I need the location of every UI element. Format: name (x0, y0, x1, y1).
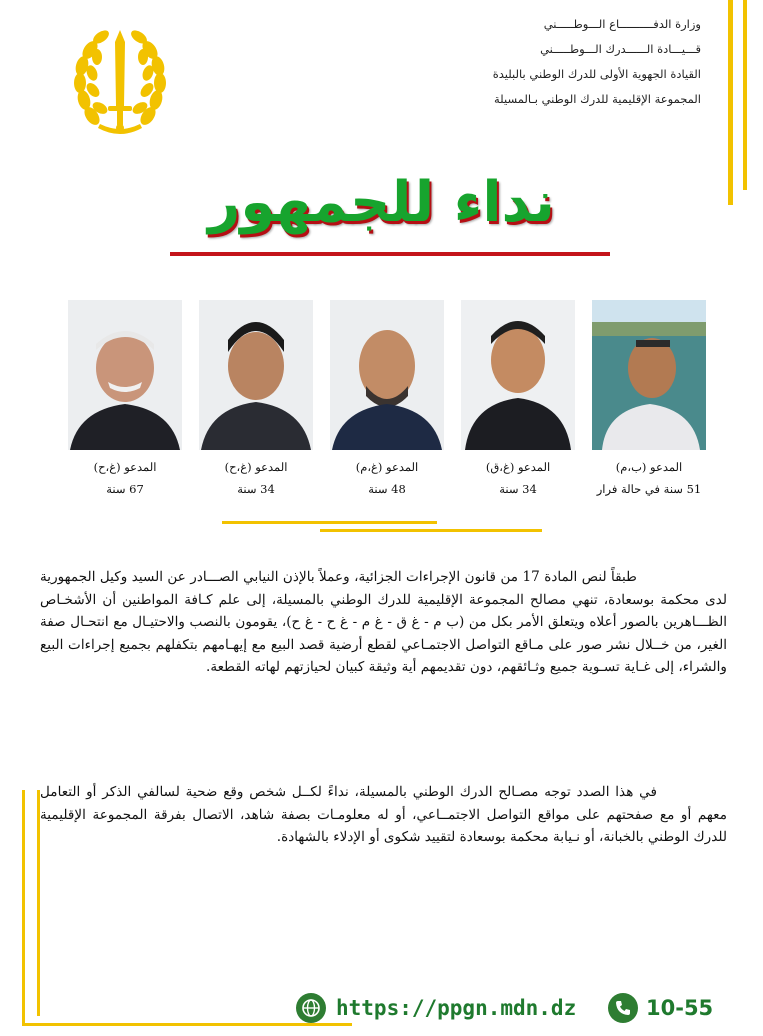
person-label: المدعو (غ،م) (355, 460, 419, 474)
header-line-ministry: وزارة الدفــــــــــاع الـــوطـــــني (543, 17, 701, 31)
title-underline (170, 252, 610, 256)
person-age: 48 سنة (368, 482, 406, 496)
gold-vertical-bar (743, 0, 747, 190)
person-card (330, 300, 444, 500)
person-card (461, 300, 575, 500)
person-label: المدعو (غ،ق) (485, 460, 551, 474)
website-link[interactable]: https://ppgn.mdn.dz (336, 996, 577, 1020)
person-photo (461, 300, 575, 450)
notice-paragraph-1: طبقاً لنص المادة 17 من قانون الإجراءات الجزائية، وعملاً بالإذن النيابي الصـــادر عن السيد وكيل الجمهورية لدى محكمة بوسعادة، تنهي مصالح المجموعة الإقليمية للدرك الوطني بالمسيلة، إلى علم كـافة المواطنين أن الأشخـاص الظـــاهرين بالصور أعلاه ويتعلق الأمر بكل من (ب م - غ ق - غ م - غ ح - غ ح)، يقومون بالنصب والاحتيـال مع انتحـال صفة الغير، من خــلال نشر صور على مـاقع التواصل الاجتمـاعي لقطع أرضية قصد البيع مع إيهـامهم بتكفلهم بجميع إجراءات البيع والشراء، إلى غـاية تسـوية جميع وثـائقهم، دون تقديمهم أية وثيقة كبيان لحيازتهم لهاته القطعة. (40, 569, 727, 675)
notice-paragraph-2: في هذا الصدد توجه مصـالح الدرك الوطني بالمسيلة، نداءً لكــل شخص وقع ضحية لسالفي الذكر أو التعامل معهم أو مع صفحتهم على مواقع التواصل الاجتمــاعي، أو له معلومـات بصفة شاهد، الاتصال بفرقة المجموعة الإقليمية للدرك الوطني بالخبانة، أو نـيابة محكمة بوسعادة لتقييد شكوى أو الإدلاء بالشهادة. (40, 784, 727, 845)
person-age: 51 سنة في حالة فرار (596, 482, 702, 496)
phone-icon (608, 993, 638, 1023)
web-icon (296, 993, 326, 1023)
header-ministry-lines (371, 12, 701, 112)
person-photo (592, 300, 706, 450)
person-photo (330, 300, 444, 450)
gold-divider (320, 529, 542, 532)
person-age: 34 سنة (499, 482, 537, 496)
person-age: 34 سنة (237, 482, 275, 496)
header-line-regional: القيادة الجهوية الأولى للدرك الوطني بالبليدة (492, 67, 701, 81)
person-age: 67 سنة (106, 482, 144, 496)
page-title: نداء للجمهور (208, 170, 555, 235)
phone-number[interactable]: 10-55 (646, 996, 714, 1020)
person-card (592, 300, 706, 500)
person-label: المدعو (ب،م) (615, 460, 683, 474)
emblem-icon (70, 28, 170, 138)
person-label: المدعو (غ،ح) (93, 460, 157, 474)
person-card (199, 300, 313, 500)
header-line-command: قـــيـــادة الــــــدرك الـــوطـــــني (540, 42, 701, 56)
footer-website[interactable] (296, 992, 576, 1024)
person-photo (199, 300, 313, 450)
person-label: المدعو (غ،ح) (224, 460, 288, 474)
gold-divider (222, 521, 437, 524)
gold-vertical-bar (37, 790, 40, 1016)
footer-phone[interactable] (608, 992, 713, 1024)
gold-vertical-bar (22, 790, 25, 1026)
header-line-group: المجموعة الإقليمية للدرك الوطني بـالمسيلة (494, 92, 701, 106)
person-photo (68, 300, 182, 450)
person-card (68, 300, 182, 500)
